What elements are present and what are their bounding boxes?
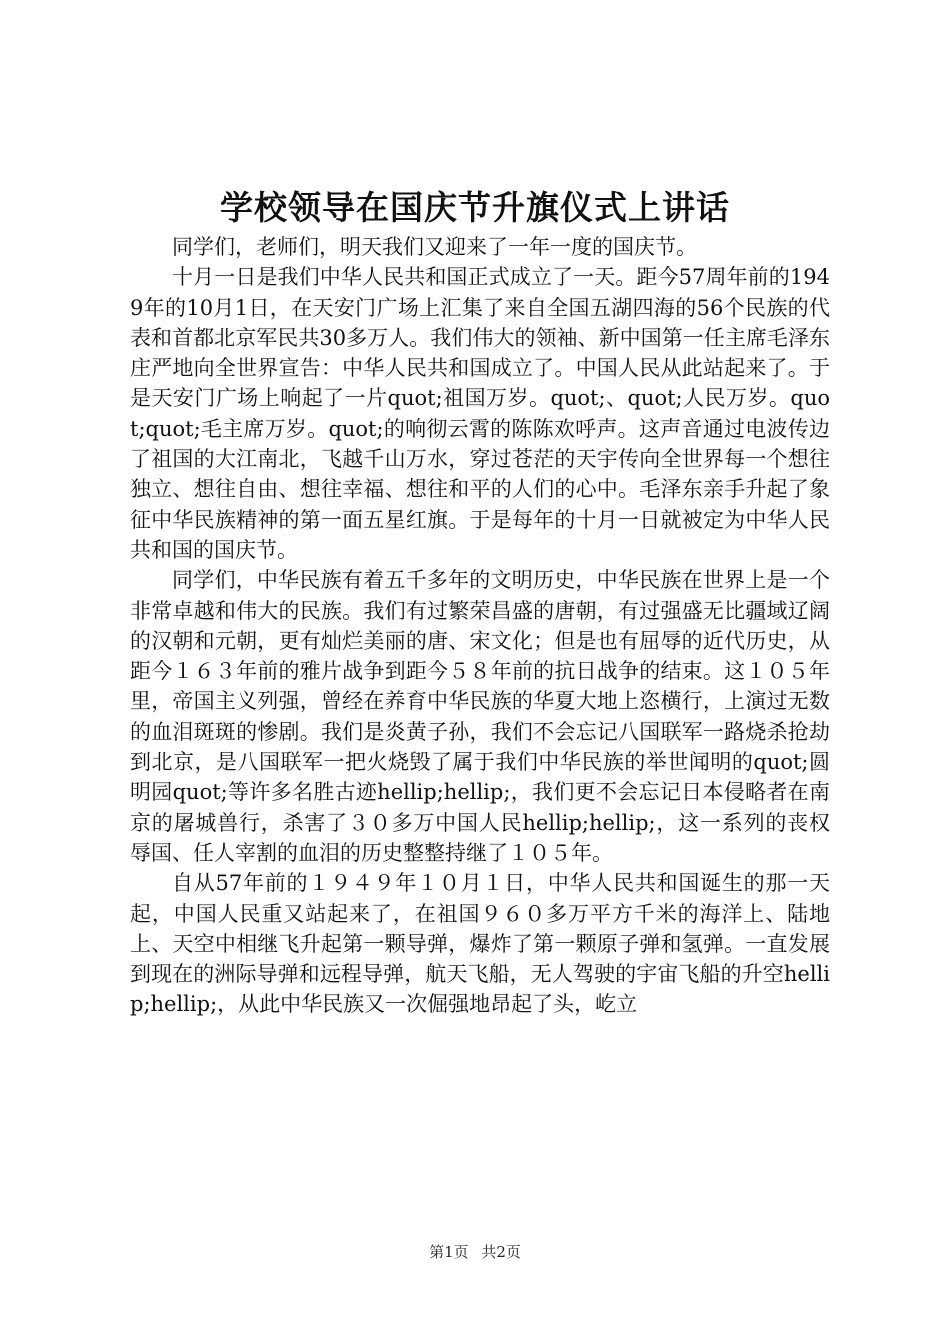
paragraph: 十月一日是我们中华人民共和国正式成立了一天。距今57周年前的1949年的10月1日，在天安门广场上汇集了来自全国五湖四海的56个民族的代表和首都北京军民共30多万人。我们伟大的领袖、新中国第一任主席毛泽东庄严地向全世界宣告：中华人民共和国成立了。中国人民从此站起来了。于是天安门广场上响起了一片quot;祖国万岁。quot;、quot;人民万岁。quot;quot;毛主席万岁。quot;的响彻云霄的陈陈欢呼声。这声音通过电波传边了祖国的大江南北，飞越千山万水，穿过苍茫的天宇传向全世界每一个想往独立、想往自由、想往幸福、想往和平的人们的心中。毛泽东亲手升起了象征中华民族精神的第一面五星红旗。于是每年的十月一日就被定为中华人民共和国的国庆节。 (130, 265, 830, 562)
paragraph: 同学们，老师们，明天我们又迎来了一年一度的国庆节。 (172, 235, 697, 259)
page-total: 共2页 (481, 1243, 521, 1261)
paragraph: 同学们，中华民族有着五千多年的文明历史，中华民族在世界上是一个非常卓越和伟大的民族。我们有过繁荣昌盛的唐朝，有过强盛无比疆域辽阔的汉朝和元朝，更有灿烂美丽的唐、宋文化；但是也有屈辱的近代历史，从距今１６３年前的雅片战争到距今５８年前的抗日战争的结束。这１０５年里，帝国主义列强，曾经在养育中华民族的华夏大地上恣横行，上演过无数的血泪斑斑的惨剧。我们是炎黄子孙，我们不会忘记八国联军一路烧杀抢劫到北京，是八国联军一把火烧毁了属于我们中华民族的举世闻明的quot;圆明园quot;等许多名胜古迹hellip;hellip;，我们更不会忘记日本侵略者在南京的屠城兽行，杀害了３０多万中国人民hellip;hellip;，这一系列的丧权辱国、任人宰割的血泪的历史整整持继了１０５年。 (130, 568, 830, 865)
page-footer (0, 1242, 950, 1262)
paragraph: 自从57年前的１９４９年１０月１日，中华人民共和国诞生的那一天起，中国人民重又站起来了，在祖国９６０多万平方千米的海洋上、陆地上、天空中相继飞升起第一颗导弹，爆炸了第一颗原子弹和氢弹。一直发展到现在的洲际导弹和远程导弹，航天飞船，无人驾驶的宇宙飞船的升空hellip;hellip;，从此中华民族又一次倔强地昂起了头，屹立 (130, 871, 830, 1017)
document-body (130, 232, 830, 1020)
document-title: 学校领导在国庆节升旗仪式上讲话 (220, 188, 730, 227)
page-number: 第1页 (429, 1243, 469, 1261)
